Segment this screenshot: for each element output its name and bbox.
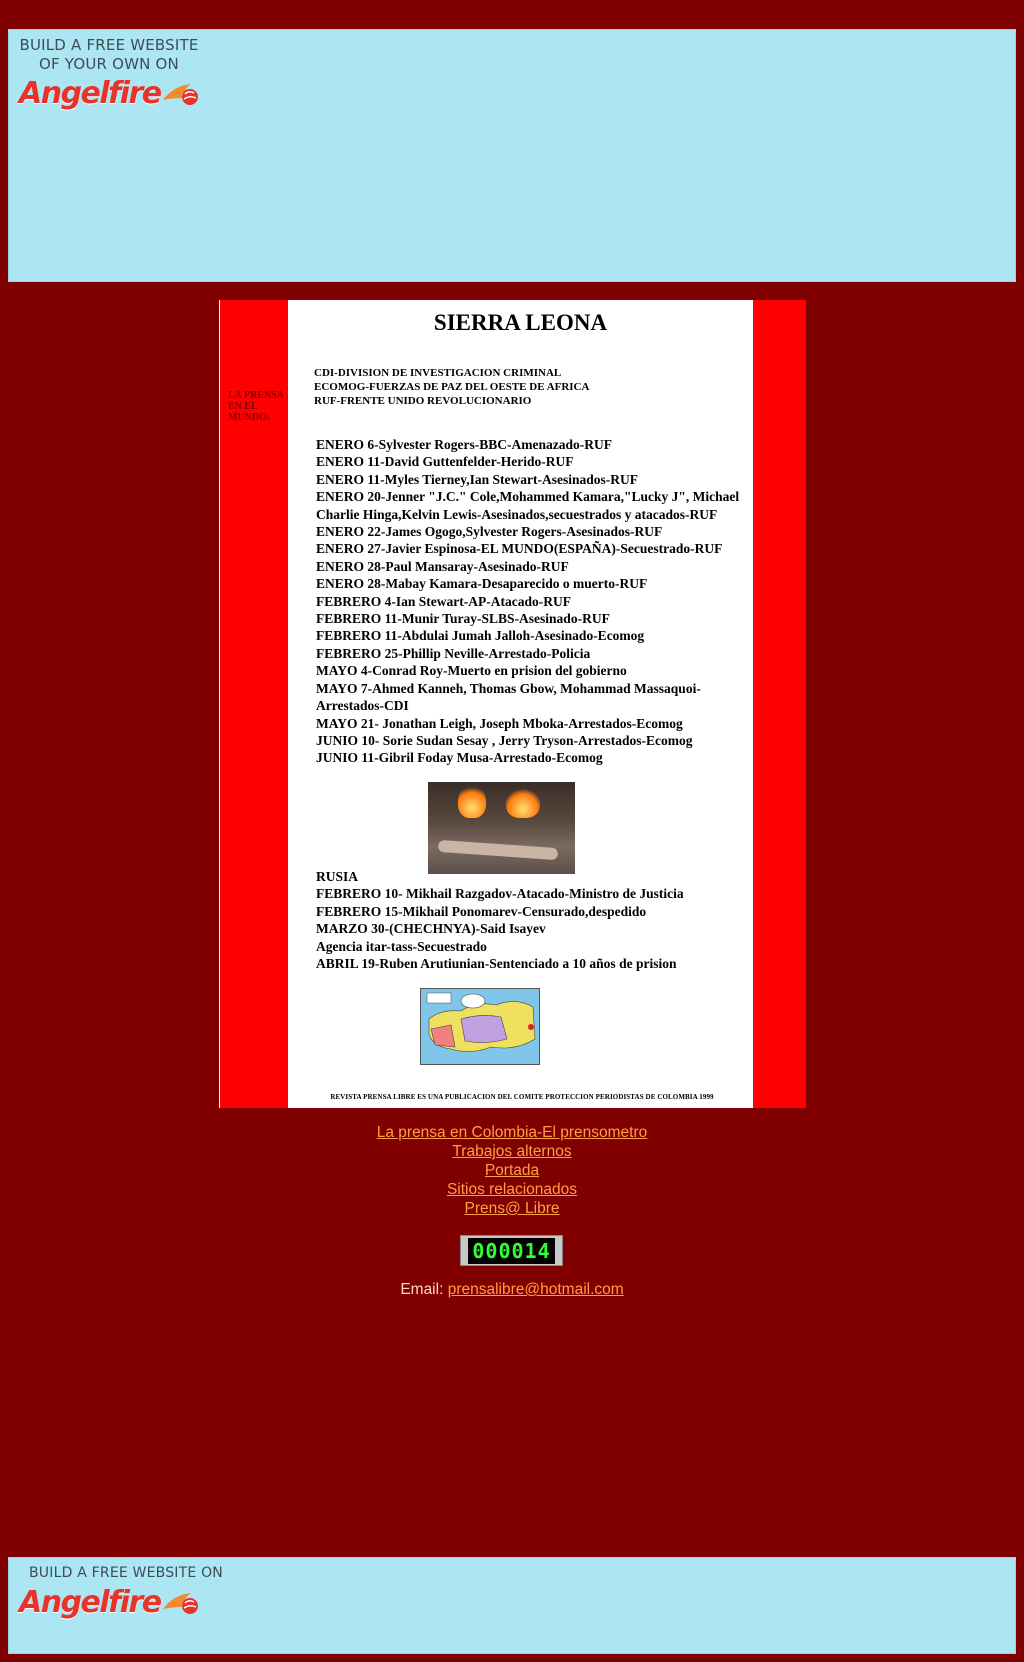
angelfire-brand: Angelfire: [19, 1585, 161, 1620]
link-portada[interactable]: Portada: [484, 1162, 540, 1179]
case-item: MARZO 30-(CHECHNYA)-Said Isayev: [316, 921, 546, 937]
link-sitios-relacionados[interactable]: Sitios relacionados: [446, 1181, 578, 1198]
side-label: LA PRENSA EN EL MUNDO:: [228, 390, 284, 423]
article-title: SIERRA LEONA: [433, 310, 608, 335]
nav-links: [0, 1123, 1024, 1218]
angelfire-brand: Angelfire: [19, 76, 161, 111]
case-item: ENERO 6-Sylvester Rogers-BBC-Amenazado-RUF: [316, 437, 612, 452]
link-prensa-colombia[interactable]: La prensa en Colombia-El prensometro: [376, 1124, 648, 1141]
rusia-cases: [316, 868, 756, 972]
case-item: FEBRERO 11-Munir Turay-SLBS-Asesinado-RUF: [316, 611, 610, 627]
case-item: JUNIO 11-Gibril Foday Musa-Arrestado-Ecomog: [316, 750, 603, 766]
ad-tagline: BUILD A FREE WEBSITE ON: [29, 1565, 223, 1581]
email-label: Email:: [400, 1281, 444, 1298]
case-item: FEBRERO 25-Phillip Neville-Arrestado-Policia: [316, 645, 591, 661]
case-item: ENERO 11-David Guttenfelder-Herido-RUF: [316, 454, 574, 470]
case-item: ENERO 27-Javier Espinosa-EL MUNDO(ESPAÑA)-Secuestrado-RUF: [316, 541, 723, 557]
ad-tagline-line1: BUILD A FREE WEBSITE: [19, 36, 199, 54]
abbreviations-list: [314, 366, 589, 408]
angelfire-ad-bottom[interactable]: [8, 1557, 1016, 1654]
abbreviation-item: ECOMOG-FUERZAS DE PAZ DEL OESTE DE AFRICA: [314, 381, 590, 393]
angelfire-logo[interactable]: [19, 36, 209, 111]
hit-counter: [460, 1235, 563, 1266]
case-item: ENERO 20-Jenner "J.C." Cole,Mohammed Kamara,"Lucky J", Michael Charlie Hinga,Kelvin Lewis-Asesinados,secuestrados y atacados-RUF: [316, 489, 740, 522]
angelfire-logo[interactable]: [19, 1564, 239, 1620]
case-item: FEBRERO 15-Mikhail Ponomarev-Censurado,despedido: [316, 903, 647, 919]
ad-tagline-line2: OF YOUR OWN ON: [39, 55, 179, 73]
case-item: JUNIO 10- Sorie Sudan Sesay , Jerry Tryson-Arrestados-Ecomog: [316, 732, 693, 748]
case-item: MAYO 7-Ahmed Kanneh, Thomas Gbow, Mohammad Massaquoi-Arrestados-CDI: [316, 680, 701, 714]
sierra-leona-cases: [316, 436, 756, 767]
counter-digits: 000014: [468, 1238, 554, 1264]
case-item: MAYO 4-Conrad Roy-Muerto en prision del gobierno: [316, 663, 627, 679]
case-item: ENERO 22-James Ogogo,Sylvester Rogers-Asesinados-RUF: [316, 524, 663, 540]
abbreviation-item: RUF-FRENTE UNIDO REVOLUCIONARIO: [314, 395, 532, 407]
abbreviation-item: CDI-DIVISION DE INVESTIGACION CRIMINAL: [314, 367, 562, 379]
article-image: [219, 300, 806, 1108]
case-item: Agencia itar-tass-Secuestrado: [316, 938, 487, 954]
case-item: FEBRERO 4-Ian Stewart-AP-Atacado-RUF: [316, 593, 571, 609]
case-item: ENERO 28-Mabay Kamara-Desaparecido o muerto-RUF: [316, 576, 648, 592]
russia-map-image: [420, 988, 540, 1065]
fireball-icon: [161, 80, 199, 108]
right-red-bar: [753, 300, 806, 1108]
angelfire-ad-top[interactable]: [8, 29, 1016, 282]
link-trabajos-alternos[interactable]: Trabajos alternos: [452, 1143, 572, 1160]
case-item: ABRIL 19-Ruben Arutiunian-Sentenciado a 10 años de prision: [316, 956, 677, 972]
case-item: FEBRERO 11-Abdulai Jumah Jalloh-Asesinado-Ecomog: [316, 628, 645, 644]
fireball-icon: [161, 1589, 199, 1617]
case-item: MAYO 21- Jonathan Leigh, Joseph Mboka-Arrestados-Ecomog: [316, 715, 683, 731]
link-prensa-libre[interactable]: Prens@ Libre: [464, 1200, 560, 1217]
publication-note: REVISTA PRENSA LIBRE ES UNA PUBLICACION DEL COMITE PROTECCION PERIODISTAS DE COLOMBIA 1999: [330, 1093, 714, 1101]
case-item: ENERO 11-Myles Tierney,Ian Stewart-Asesinados-RUF: [316, 471, 639, 487]
email-line: [0, 1281, 1024, 1299]
case-item: FEBRERO 10- Mikhail Razgadov-Atacado-Ministro de Justicia: [316, 886, 684, 902]
news-photo: [428, 782, 575, 874]
rusia-heading: RUSIA: [316, 869, 359, 884]
case-item: ENERO 28-Paul Mansaray-Asesinado-RUF: [316, 558, 569, 574]
email-link[interactable]: prensalibre@hotmail.com: [447, 1281, 624, 1298]
